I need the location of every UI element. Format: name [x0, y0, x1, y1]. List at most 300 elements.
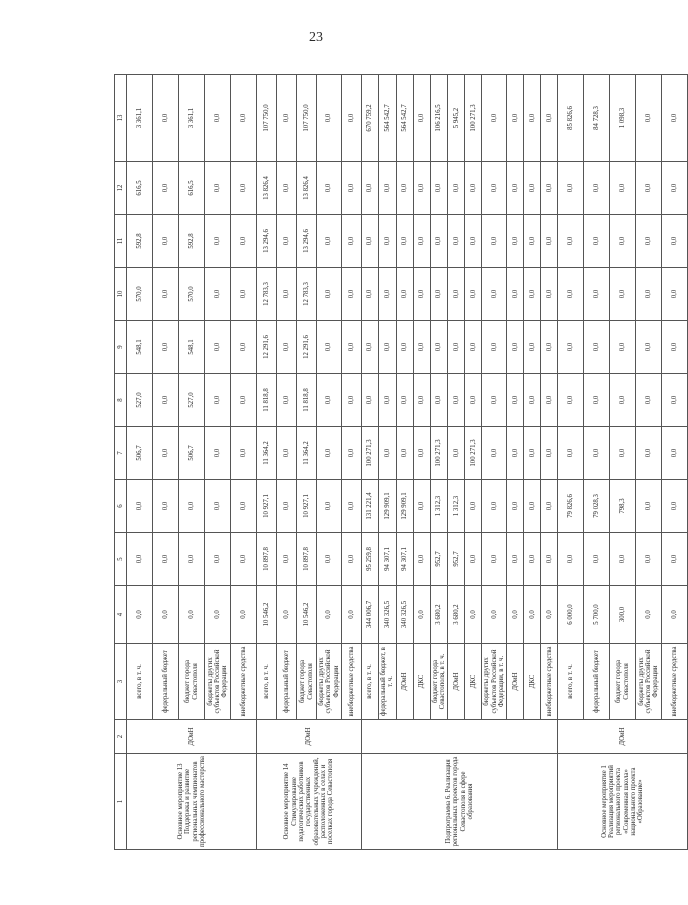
funding-source-cell: всего, в т. ч.	[361, 644, 378, 720]
amount-cell: 0,0	[524, 374, 541, 427]
table-row	[257, 75, 277, 850]
amount-cell: 0,0	[361, 162, 378, 215]
amount-cell: 0,0	[277, 427, 297, 480]
amount-cell: 0,0	[341, 75, 361, 162]
funding-source-cell: ДКС	[413, 644, 430, 720]
amount-cell: 0,0	[231, 162, 257, 215]
header-cell: 5	[115, 533, 127, 586]
amount-cell: 0,0	[205, 268, 231, 321]
amount-cell: 0,0	[430, 162, 448, 215]
amount-cell: 0,0	[541, 374, 558, 427]
header-cell: 4	[115, 586, 127, 644]
amount-cell: 0,0	[507, 75, 524, 162]
amount-cell: 100 271,3	[430, 427, 448, 480]
amount-cell: 85 826,6	[558, 75, 584, 162]
funding-source-cell: ДОиН	[396, 644, 413, 720]
amount-cell: 0,0	[153, 321, 179, 374]
amount-cell: 0,0	[277, 162, 297, 215]
amount-cell: 0,0	[448, 427, 465, 480]
amount-cell: 0,0	[507, 480, 524, 533]
amount-cell: 0,0	[482, 268, 507, 321]
funding-source-cell: всего, в т. ч.	[127, 644, 153, 720]
amount-cell: 107 750,0	[297, 75, 317, 162]
amount-cell: 0,0	[317, 533, 342, 586]
amount-cell: 0,0	[413, 162, 430, 215]
executor-cell	[361, 720, 557, 754]
amount-cell: 0,0	[341, 480, 361, 533]
amount-cell: 0,0	[636, 427, 662, 480]
amount-cell: 0,0	[396, 374, 413, 427]
amount-cell: 0,0	[127, 533, 153, 586]
amount-cell: 0,0	[277, 321, 297, 374]
amount-cell: 3 361,1	[127, 75, 153, 162]
activity-name-cell: Основное мероприятие 1 Реализация мероприятий регионального проекта «Современная школа» национального проекта «Образование»	[558, 754, 688, 850]
amount-cell: 0,0	[127, 480, 153, 533]
amount-cell: 1 312,3	[430, 480, 448, 533]
header-row	[115, 75, 127, 850]
amount-cell: 506,7	[179, 427, 205, 480]
amount-cell: 0,0	[482, 586, 507, 644]
amount-cell: 592,8	[179, 215, 205, 268]
amount-cell: 10 546,2	[257, 586, 277, 644]
amount-cell: 0,0	[507, 533, 524, 586]
budget-table	[114, 74, 688, 850]
amount-cell: 0,0	[430, 215, 448, 268]
header-cell: 7	[115, 427, 127, 480]
amount-cell: 0,0	[524, 480, 541, 533]
amount-cell: 616,5	[127, 162, 153, 215]
amount-cell: 0,0	[413, 480, 430, 533]
amount-cell: 13 294,6	[297, 215, 317, 268]
amount-cell: 0,0	[507, 215, 524, 268]
funding-source-cell: федеральный бюджет, в т. ч.	[378, 644, 396, 720]
funding-source-cell: ДКС	[465, 644, 482, 720]
amount-cell: 0,0	[507, 586, 524, 644]
amount-cell: 0,0	[448, 374, 465, 427]
amount-cell: 10 927,1	[257, 480, 277, 533]
amount-cell: 0,0	[558, 162, 584, 215]
amount-cell: 10 546,2	[297, 586, 317, 644]
amount-cell: 0,0	[524, 586, 541, 644]
amount-cell: 0,0	[231, 533, 257, 586]
amount-cell: 0,0	[317, 162, 342, 215]
amount-cell: 0,0	[482, 162, 507, 215]
amount-cell: 0,0	[277, 586, 297, 644]
amount-cell: 12 291,6	[297, 321, 317, 374]
funding-source-cell: внебюджетные средства	[341, 644, 361, 720]
amount-cell: 0,0	[524, 75, 541, 162]
amount-cell: 0,0	[636, 75, 662, 162]
amount-cell: 0,0	[231, 586, 257, 644]
amount-cell: 0,0	[231, 321, 257, 374]
funding-source-cell: бюджет города Севастополя	[179, 644, 205, 720]
amount-cell: 1 098,3	[610, 75, 636, 162]
table-row	[127, 75, 153, 850]
amount-cell: 0,0	[341, 215, 361, 268]
header-cell: 3	[115, 644, 127, 720]
funding-source-cell: внебюджетные средства	[662, 644, 688, 720]
amount-cell: 0,0	[317, 268, 342, 321]
amount-cell: 0,0	[541, 215, 558, 268]
amount-cell: 11 818,8	[297, 374, 317, 427]
amount-cell: 0,0	[317, 427, 342, 480]
amount-cell: 12 291,6	[257, 321, 277, 374]
amount-cell: 0,0	[482, 480, 507, 533]
amount-cell: 0,0	[317, 374, 342, 427]
amount-cell: 0,0	[317, 215, 342, 268]
amount-cell: 570,0	[127, 268, 153, 321]
amount-cell: 0,0	[153, 427, 179, 480]
amount-cell: 106 216,5	[430, 75, 448, 162]
amount-cell: 129 909,1	[396, 480, 413, 533]
amount-cell: 0,0	[465, 162, 482, 215]
amount-cell: 0,0	[341, 427, 361, 480]
header-cell: 6	[115, 480, 127, 533]
amount-cell: 0,0	[584, 215, 610, 268]
funding-source-cell: бюджет города Севастополя	[297, 644, 317, 720]
amount-cell: 100 271,3	[465, 75, 482, 162]
amount-cell: 564 542,7	[378, 75, 396, 162]
amount-cell: 0,0	[341, 533, 361, 586]
table-row	[361, 75, 378, 850]
amount-cell: 0,0	[317, 321, 342, 374]
amount-cell: 0,0	[636, 162, 662, 215]
amount-cell: 0,0	[231, 427, 257, 480]
amount-cell: 0,0	[662, 321, 688, 374]
amount-cell: 0,0	[662, 75, 688, 162]
funding-source-cell: бюджеты других субъектов Российской Федерации	[636, 644, 662, 720]
funding-source-cell: внебюджетные средства	[231, 644, 257, 720]
amount-cell: 344 006,7	[361, 586, 378, 644]
amount-cell: 129 909,1	[378, 480, 396, 533]
amount-cell: 340 326,5	[396, 586, 413, 644]
amount-cell: 11 818,8	[257, 374, 277, 427]
amount-cell: 798,3	[610, 480, 636, 533]
amount-cell: 670 759,2	[361, 75, 378, 162]
amount-cell: 10 927,1	[297, 480, 317, 533]
amount-cell: 0,0	[430, 374, 448, 427]
header-cell: 13	[115, 75, 127, 162]
amount-cell: 0,0	[378, 215, 396, 268]
amount-cell: 0,0	[584, 533, 610, 586]
amount-cell: 0,0	[430, 268, 448, 321]
amount-cell: 570,0	[179, 268, 205, 321]
header-cell: 1	[115, 754, 127, 850]
amount-cell: 0,0	[465, 480, 482, 533]
amount-cell: 0,0	[361, 215, 378, 268]
amount-cell: 0,0	[413, 268, 430, 321]
amount-cell: 0,0	[610, 321, 636, 374]
amount-cell: 1 312,3	[448, 480, 465, 533]
amount-cell: 3 680,2	[430, 586, 448, 644]
amount-cell: 0,0	[231, 480, 257, 533]
funding-source-cell: ДОиН	[507, 644, 524, 720]
amount-cell: 94 307,1	[378, 533, 396, 586]
amount-cell: 0,0	[541, 533, 558, 586]
amount-cell: 13 826,4	[297, 162, 317, 215]
amount-cell: 0,0	[636, 215, 662, 268]
amount-cell: 0,0	[584, 374, 610, 427]
amount-cell: 0,0	[205, 427, 231, 480]
funding-source-cell: ДКС	[524, 644, 541, 720]
amount-cell: 0,0	[558, 321, 584, 374]
amount-cell: 0,0	[482, 215, 507, 268]
table-body	[127, 75, 688, 850]
amount-cell: 0,0	[205, 215, 231, 268]
amount-cell: 0,0	[378, 321, 396, 374]
amount-cell: 0,0	[636, 374, 662, 427]
amount-cell: 564 542,7	[396, 75, 413, 162]
amount-cell: 506,7	[127, 427, 153, 480]
amount-cell: 0,0	[205, 75, 231, 162]
amount-cell: 13 294,6	[257, 215, 277, 268]
amount-cell: 0,0	[541, 586, 558, 644]
amount-cell: 0,0	[317, 586, 342, 644]
amount-cell: 0,0	[482, 533, 507, 586]
amount-cell: 0,0	[584, 427, 610, 480]
amount-cell: 131 221,4	[361, 480, 378, 533]
amount-cell: 0,0	[465, 268, 482, 321]
amount-cell: 0,0	[341, 321, 361, 374]
amount-cell: 0,0	[558, 533, 584, 586]
amount-cell: 0,0	[205, 162, 231, 215]
amount-cell: 0,0	[179, 480, 205, 533]
amount-cell: 527,0	[179, 374, 205, 427]
amount-cell: 340 326,5	[378, 586, 396, 644]
amount-cell: 0,0	[277, 268, 297, 321]
amount-cell: 0,0	[341, 162, 361, 215]
funding-source-cell: федеральный бюджет	[277, 644, 297, 720]
amount-cell: 0,0	[636, 321, 662, 374]
amount-cell: 0,0	[205, 374, 231, 427]
amount-cell: 548,1	[179, 321, 205, 374]
amount-cell: 0,0	[153, 374, 179, 427]
amount-cell: 107 750,0	[257, 75, 277, 162]
amount-cell: 0,0	[448, 162, 465, 215]
amount-cell: 0,0	[558, 268, 584, 321]
amount-cell: 6 000,0	[558, 586, 584, 644]
amount-cell: 13 826,4	[257, 162, 277, 215]
amount-cell: 0,0	[317, 75, 342, 162]
amount-cell: 100 271,3	[361, 427, 378, 480]
amount-cell: 0,0	[413, 321, 430, 374]
amount-cell: 0,0	[430, 321, 448, 374]
amount-cell: 0,0	[205, 586, 231, 644]
amount-cell: 0,0	[205, 321, 231, 374]
amount-cell: 0,0	[610, 215, 636, 268]
amount-cell: 0,0	[541, 427, 558, 480]
amount-cell: 0,0	[465, 533, 482, 586]
amount-cell: 95 259,8	[361, 533, 378, 586]
amount-cell: 0,0	[584, 321, 610, 374]
funding-source-cell: бюджеты других субъектов Российской Федерации, в т. ч.	[482, 644, 507, 720]
amount-cell: 84 728,3	[584, 75, 610, 162]
header-cell: 12	[115, 162, 127, 215]
amount-cell: 0,0	[413, 215, 430, 268]
amount-cell: 0,0	[662, 480, 688, 533]
amount-cell: 0,0	[179, 533, 205, 586]
amount-cell: 0,0	[541, 162, 558, 215]
amount-cell: 0,0	[610, 374, 636, 427]
amount-cell: 0,0	[541, 75, 558, 162]
amount-cell: 0,0	[662, 162, 688, 215]
amount-cell: 0,0	[662, 268, 688, 321]
amount-cell: 0,0	[448, 215, 465, 268]
amount-cell: 12 783,3	[297, 268, 317, 321]
funding-source-cell: бюджеты других субъектов Российской Федерации	[317, 644, 342, 720]
amount-cell: 0,0	[524, 215, 541, 268]
amount-cell: 0,0	[541, 480, 558, 533]
header-cell: 10	[115, 268, 127, 321]
amount-cell: 0,0	[507, 374, 524, 427]
amount-cell: 10 897,8	[257, 533, 277, 586]
amount-cell: 79 826,6	[558, 480, 584, 533]
amount-cell: 79 028,3	[584, 480, 610, 533]
table-row	[558, 75, 584, 850]
amount-cell: 5 700,0	[584, 586, 610, 644]
amount-cell: 0,0	[413, 533, 430, 586]
executor-cell: ДОиН	[558, 720, 688, 754]
amount-cell: 0,0	[610, 533, 636, 586]
amount-cell: 0,0	[231, 268, 257, 321]
funding-source-cell: бюджет города Севастополя	[610, 644, 636, 720]
amount-cell: 0,0	[662, 586, 688, 644]
amount-cell: 0,0	[413, 427, 430, 480]
amount-cell: 0,0	[231, 215, 257, 268]
amount-cell: 10 897,8	[297, 533, 317, 586]
amount-cell: 0,0	[231, 75, 257, 162]
amount-cell: 300,0	[610, 586, 636, 644]
amount-cell: 0,0	[277, 215, 297, 268]
amount-cell: 0,0	[662, 427, 688, 480]
amount-cell: 0,0	[662, 215, 688, 268]
header-cell: 11	[115, 215, 127, 268]
amount-cell: 3 361,1	[179, 75, 205, 162]
amount-cell: 11 364,2	[257, 427, 277, 480]
amount-cell: 0,0	[277, 480, 297, 533]
amount-cell: 0,0	[610, 162, 636, 215]
header-cell: 9	[115, 321, 127, 374]
header-cell: 2	[115, 720, 127, 754]
amount-cell: 952,7	[430, 533, 448, 586]
amount-cell: 0,0	[584, 162, 610, 215]
amount-cell: 0,0	[396, 268, 413, 321]
funding-source-cell: всего, в т. ч.	[558, 644, 584, 720]
amount-cell: 0,0	[153, 268, 179, 321]
amount-cell: 0,0	[153, 480, 179, 533]
amount-cell: 0,0	[541, 268, 558, 321]
amount-cell: 0,0	[507, 427, 524, 480]
amount-cell: 100 271,3	[465, 427, 482, 480]
amount-cell: 0,0	[153, 533, 179, 586]
amount-cell: 527,0	[127, 374, 153, 427]
amount-cell: 0,0	[361, 321, 378, 374]
amount-cell: 0,0	[610, 268, 636, 321]
amount-cell: 0,0	[448, 321, 465, 374]
amount-cell: 12 783,3	[257, 268, 277, 321]
funding-source-cell: внебюджетные средства	[541, 644, 558, 720]
amount-cell: 0,0	[341, 268, 361, 321]
amount-cell: 0,0	[558, 374, 584, 427]
amount-cell: 0,0	[378, 268, 396, 321]
amount-cell: 548,1	[127, 321, 153, 374]
amount-cell: 94 307,1	[396, 533, 413, 586]
amount-cell: 0,0	[541, 321, 558, 374]
amount-cell: 0,0	[636, 533, 662, 586]
amount-cell: 0,0	[413, 586, 430, 644]
amount-cell: 0,0	[465, 374, 482, 427]
amount-cell: 0,0	[448, 268, 465, 321]
amount-cell: 0,0	[205, 480, 231, 533]
amount-cell: 0,0	[153, 215, 179, 268]
amount-cell: 0,0	[127, 586, 153, 644]
amount-cell: 0,0	[662, 533, 688, 586]
amount-cell: 0,0	[153, 586, 179, 644]
amount-cell: 0,0	[361, 268, 378, 321]
amount-cell: 0,0	[277, 75, 297, 162]
amount-cell: 0,0	[361, 374, 378, 427]
amount-cell: 0,0	[231, 374, 257, 427]
amount-cell: 0,0	[558, 427, 584, 480]
amount-cell: 3 680,2	[448, 586, 465, 644]
amount-cell: 0,0	[205, 533, 231, 586]
amount-cell: 0,0	[413, 75, 430, 162]
executor-cell: ДОиН	[127, 720, 257, 754]
amount-cell: 616,5	[179, 162, 205, 215]
amount-cell: 5 945,2	[448, 75, 465, 162]
funding-source-cell: бюджет города Севастополя, в т. ч.	[430, 644, 448, 720]
amount-cell: 952,7	[448, 533, 465, 586]
amount-cell: 0,0	[610, 427, 636, 480]
amount-cell: 0,0	[482, 321, 507, 374]
amount-cell: 0,0	[636, 480, 662, 533]
amount-cell: 0,0	[396, 321, 413, 374]
amount-cell: 0,0	[524, 427, 541, 480]
amount-cell: 0,0	[507, 321, 524, 374]
amount-cell: 0,0	[396, 162, 413, 215]
amount-cell: 0,0	[396, 427, 413, 480]
amount-cell: 11 364,2	[297, 427, 317, 480]
amount-cell: 592,8	[127, 215, 153, 268]
amount-cell: 0,0	[413, 374, 430, 427]
amount-cell: 0,0	[341, 586, 361, 644]
amount-cell: 0,0	[584, 268, 610, 321]
amount-cell: 0,0	[465, 321, 482, 374]
amount-cell: 0,0	[465, 215, 482, 268]
amount-cell: 0,0	[482, 374, 507, 427]
amount-cell: 0,0	[524, 321, 541, 374]
amount-cell: 0,0	[396, 215, 413, 268]
amount-cell: 0,0	[524, 268, 541, 321]
amount-cell: 0,0	[524, 162, 541, 215]
amount-cell: 0,0	[153, 162, 179, 215]
amount-cell: 0,0	[482, 427, 507, 480]
amount-cell: 0,0	[378, 427, 396, 480]
amount-cell: 0,0	[179, 586, 205, 644]
amount-cell: 0,0	[558, 215, 584, 268]
funding-source-cell: ДОиН	[448, 644, 465, 720]
amount-cell: 0,0	[277, 533, 297, 586]
amount-cell: 0,0	[524, 533, 541, 586]
funding-source-cell: всего, в т. ч.	[257, 644, 277, 720]
activity-name-cell: Основное мероприятие 13 Поддержка и развитие региональных чемпионатов профессионального мастерства	[127, 754, 257, 850]
amount-cell: 0,0	[507, 268, 524, 321]
amount-cell: 0,0	[636, 268, 662, 321]
amount-cell: 0,0	[662, 374, 688, 427]
amount-cell: 0,0	[465, 586, 482, 644]
amount-cell: 0,0	[378, 374, 396, 427]
executor-cell: ДОиН	[257, 720, 362, 754]
